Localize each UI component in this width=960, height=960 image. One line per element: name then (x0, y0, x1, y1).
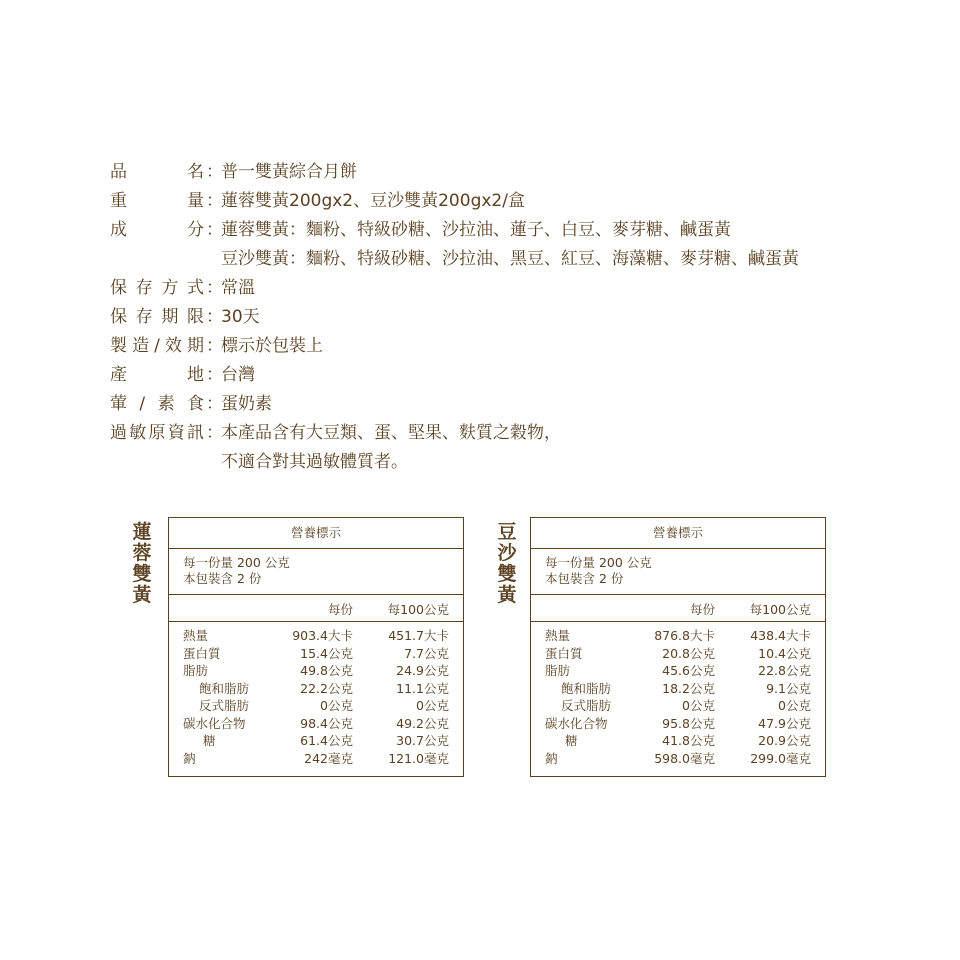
nutrient-list (531, 622, 825, 767)
side-label-char: 黃 (497, 584, 517, 606)
nutrient-row (169, 750, 463, 768)
nutrient-per-100g: 0公克 (416, 698, 449, 713)
info-value: 蛋奶素 (221, 394, 272, 414)
info-label-char: 期 (161, 307, 179, 327)
info-colon: ： (206, 220, 223, 240)
nutrient-name: 鈉 (183, 750, 196, 766)
nutrient-per-100g: 9.1公克 (766, 680, 811, 696)
info-colon: ： (206, 191, 223, 211)
info-label-char: / (154, 336, 160, 356)
info-label-char: / (139, 394, 146, 414)
nutrient-row (169, 732, 463, 750)
nutrient-name: 蛋白質 (545, 645, 583, 661)
info-label-char: 存 (135, 307, 153, 327)
nutrient-row (169, 715, 463, 733)
col-per-serving: 每份 (327, 602, 353, 617)
nutrient-per-100g: 47.9公克 (758, 715, 811, 731)
info-label-char: 量 (187, 191, 204, 211)
info-label-char: 過 (110, 423, 127, 443)
info-colon: ： (206, 394, 223, 414)
side-label-char: 黃 (132, 584, 152, 606)
side-label-char: 豆 (497, 521, 517, 543)
info-colon: ： (206, 278, 223, 298)
nutrient-per-serving: 598.0毫克 (654, 750, 715, 766)
side-label-char: 雙 (497, 563, 517, 585)
info-label-char: 保 (110, 278, 127, 298)
nutrient-name: 糖 (203, 733, 216, 748)
info-colon: ： (206, 162, 223, 182)
column-header (531, 595, 825, 622)
nutrient-name: 碳水化合物 (545, 715, 608, 731)
info-value: 蓮蓉雙黃200gx2、豆沙雙黃200gx2/盒 (221, 191, 525, 211)
nutrient-row (531, 680, 825, 698)
nutrient-name: 鈉 (545, 750, 558, 766)
info-label-char: 造 (132, 336, 150, 356)
nutrient-per-100g: 24.9公克 (396, 663, 449, 678)
info-label (110, 419, 204, 448)
panel-side-label (496, 522, 518, 606)
info-label-char: 資 (167, 423, 185, 443)
nutrient-per-100g: 11.1公克 (396, 680, 449, 696)
nutrient-per-serving: 15.4公克 (300, 645, 353, 661)
nutrient-per-100g: 451.7大卡 (388, 628, 449, 643)
info-value: 本產品含有大豆類、蛋、堅果、麩質之穀物， (221, 423, 561, 443)
nutrient-name: 飽和脂肪 (561, 680, 612, 696)
info-value: 不適合對其過敏體質者。 (221, 452, 408, 472)
nutrient-per-serving: 41.8公克 (662, 733, 715, 748)
info-value: 常溫 (221, 278, 255, 298)
col-per-100g: 每100公克 (387, 602, 449, 617)
info-label-char: 素 (157, 394, 175, 414)
serving-info (531, 549, 825, 595)
nutrient-per-serving: 18.2公克 (662, 680, 715, 696)
nutrient-name: 脂肪 (183, 663, 209, 678)
info-label-char: 效 (164, 336, 182, 356)
side-label-char: 蓉 (132, 542, 152, 564)
col-per-100g: 每100公克 (749, 602, 811, 617)
nutrient-per-100g: 10.4公克 (758, 645, 811, 661)
serving-size: 每一份量 200 公克 (545, 555, 652, 570)
nutrition-panel (168, 517, 464, 777)
serving-size: 每一份量 200 公克 (183, 555, 290, 570)
panel-title: 營養標示 (169, 518, 463, 549)
nutrient-per-100g: 0公克 (778, 698, 811, 713)
nutrient-row (531, 662, 825, 680)
info-label (110, 390, 204, 419)
column-header (169, 595, 463, 622)
nutrient-row (169, 662, 463, 680)
nutrient-per-100g: 30.7公克 (396, 733, 449, 748)
info-label-char: 製 (110, 336, 127, 356)
info-label-char: 品 (110, 162, 127, 182)
nutrient-row (531, 715, 825, 733)
nutrient-per-serving: 903.4大卡 (292, 628, 353, 643)
nutrient-per-100g: 299.0毫克 (750, 750, 811, 766)
nutrient-name: 蛋白質 (183, 645, 221, 661)
serving-info (169, 549, 463, 595)
info-label (110, 332, 204, 361)
nutrient-row (531, 732, 825, 750)
nutrient-row (169, 645, 463, 663)
nutrient-row (531, 750, 825, 768)
info-label-char: 存 (135, 278, 153, 298)
panel-title: 營養標示 (531, 518, 825, 549)
nutrient-row (169, 697, 463, 715)
info-value: 普一雙黃綜合月餅 (221, 162, 357, 182)
nutrient-name: 脂肪 (545, 663, 571, 678)
nutrient-per-serving: 0公克 (320, 698, 353, 713)
info-label (110, 158, 204, 187)
info-label-char: 方 (161, 278, 179, 298)
info-label (110, 303, 204, 332)
info-colon: ： (206, 336, 223, 356)
info-value: 豆沙雙黃：麵粉、特級砂糖、沙拉油、黑豆、紅豆、海藻糖、麥芽糖、鹹蛋黃 (221, 249, 799, 269)
nutrient-name: 反式脂肪 (199, 698, 250, 713)
nutrient-per-serving: 876.8大卡 (654, 628, 715, 643)
info-label-char: 食 (187, 394, 204, 414)
info-value: 標示於包裝上 (221, 336, 323, 356)
info-label-char: 重 (110, 191, 127, 211)
info-label-char: 分 (187, 220, 204, 240)
nutrition-panel (530, 517, 826, 777)
nutrient-per-serving: 22.2公克 (300, 680, 353, 696)
info-colon: ： (206, 307, 223, 327)
nutrient-per-100g: 438.4大卡 (750, 628, 811, 643)
nutrient-per-serving: 242毫克 (304, 750, 353, 766)
info-label (110, 274, 204, 303)
info-label (110, 187, 204, 216)
nutrient-per-serving: 20.8公克 (662, 645, 715, 661)
side-label-char: 雙 (132, 563, 152, 585)
nutrient-per-serving: 61.4公克 (300, 733, 353, 748)
info-value: 30天 (221, 307, 260, 327)
nutrient-row (531, 627, 825, 645)
info-label-char: 葷 (110, 394, 127, 414)
nutrient-per-100g: 20.9公克 (758, 733, 811, 748)
info-label-char: 訊 (187, 423, 204, 443)
nutrient-name: 反式脂肪 (561, 698, 612, 713)
nutrient-per-serving: 98.4公克 (300, 715, 353, 731)
nutrient-per-serving: 0公克 (682, 698, 715, 713)
info-label (110, 216, 204, 245)
info-value: 台灣 (221, 365, 255, 385)
info-label-char: 地 (187, 365, 204, 385)
nutrient-per-serving: 45.6公克 (662, 663, 715, 678)
nutrient-row (531, 645, 825, 663)
col-per-serving: 每份 (689, 602, 715, 617)
info-label-char: 成 (110, 220, 127, 240)
info-colon: ： (206, 365, 223, 385)
nutrient-per-serving: 49.8公克 (300, 663, 353, 678)
nutrient-per-100g: 49.2公克 (396, 715, 449, 731)
info-label-char: 期 (186, 336, 204, 356)
info-label-char: 產 (110, 365, 127, 385)
info-colon: ： (206, 423, 223, 443)
side-label-char: 蓮 (132, 521, 152, 543)
servings-per-package: 本包裝含 2 份 (545, 571, 624, 586)
info-label-char: 原 (148, 423, 166, 443)
info-label-char: 限 (186, 307, 204, 327)
nutrient-name: 糖 (565, 733, 578, 748)
servings-per-package: 本包裝含 2 份 (183, 571, 262, 586)
nutrient-row (169, 680, 463, 698)
nutrient-per-100g: 7.7公克 (404, 645, 449, 661)
nutrient-name: 熱量 (183, 628, 209, 643)
side-label-char: 沙 (497, 542, 517, 564)
info-value: 蓮蓉雙黃：麵粉、特級砂糖、沙拉油、蓮子、白豆、麥芽糖、鹹蛋黃 (221, 220, 731, 240)
nutrient-row (531, 697, 825, 715)
nutrient-list (169, 622, 463, 767)
nutrient-name: 熱量 (545, 628, 571, 643)
info-label-char: 式 (186, 278, 204, 298)
info-label-char: 敏 (129, 423, 147, 443)
panel-side-label (131, 522, 153, 606)
nutrient-name: 飽和脂肪 (199, 680, 250, 696)
nutrient-name: 碳水化合物 (183, 715, 246, 731)
info-label (110, 361, 204, 390)
nutrient-per-100g: 121.0毫克 (388, 750, 449, 766)
info-label-char: 名 (187, 162, 204, 182)
nutrient-per-serving: 95.8公克 (662, 715, 715, 731)
nutrient-per-100g: 22.8公克 (758, 663, 811, 678)
nutrient-row (169, 627, 463, 645)
info-label-char: 保 (110, 307, 127, 327)
